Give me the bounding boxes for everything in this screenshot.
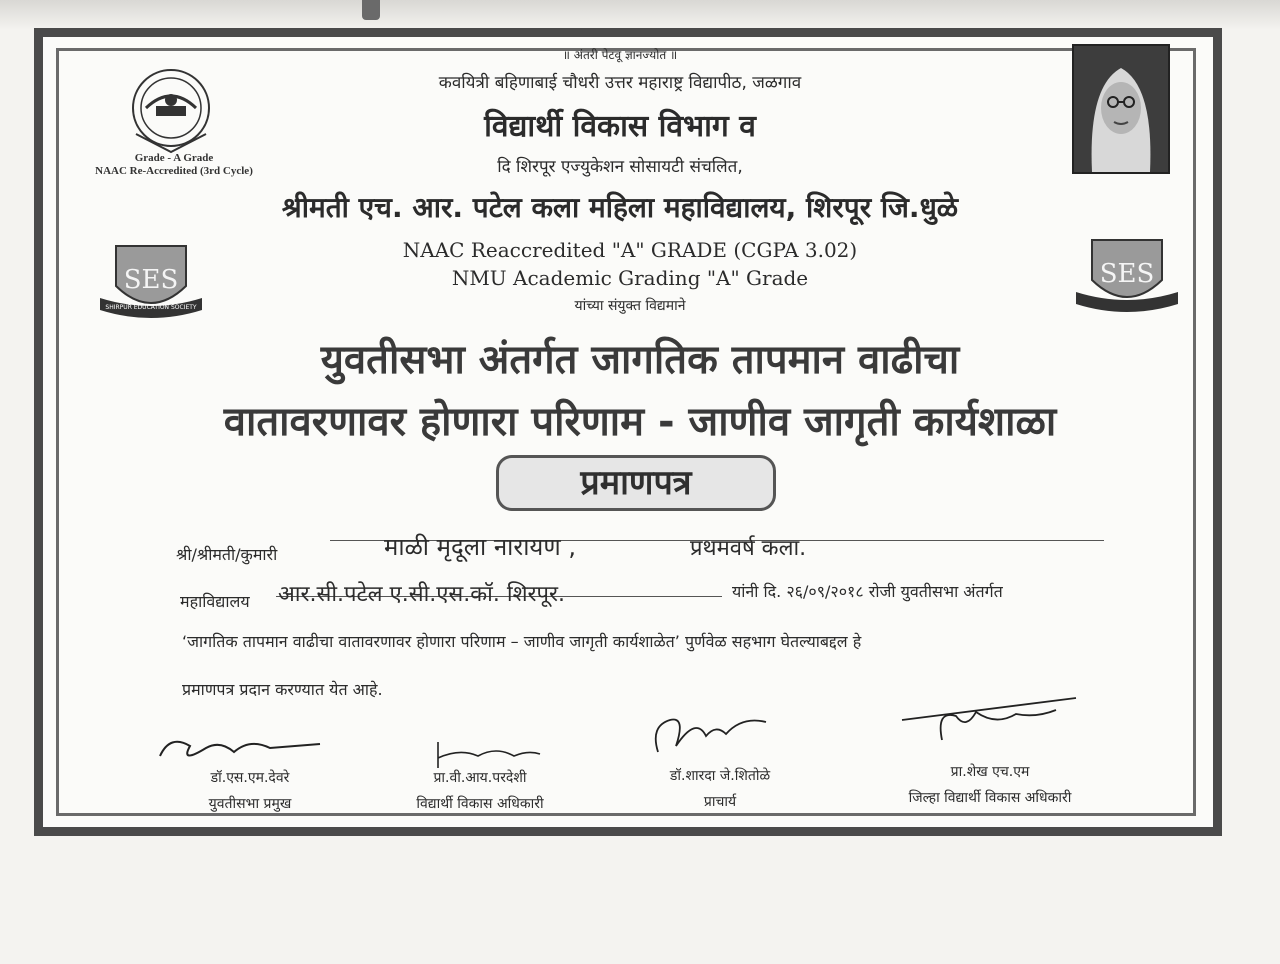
university-name: कवयित्री बहिणाबाई चौधरी उत्तर महाराष्ट्र विद्यापीठ, जळगाव <box>438 73 802 93</box>
nmu-grade: NMU Academic Grading "A" Grade <box>451 266 809 290</box>
ses-logo-left-icon <box>96 236 206 322</box>
signature-3-icon <box>646 706 776 766</box>
signature-4-icon <box>896 690 1096 754</box>
student-college: आर.सी.पटेल ए.सी.एस.कॉ. शिरपूर. <box>278 582 566 607</box>
signatory-4-role: जिल्हा विद्यार्थी विकास अधिकारी <box>908 790 1072 806</box>
naac-grade: NAAC Reaccredited "A" GRADE (CGPA 3.02) <box>402 238 858 262</box>
workshop-quote-text: ‘जागतिक तापमान वाढीचा वातावरणावर होणारा परिणाम – जाणीव जागृती कार्यशाळेत’ पुर्णवेळ सहभाग घेतल्याबद्दल हे <box>182 632 862 651</box>
photo-background-shadow <box>0 0 1280 30</box>
joint-organizers: यांच्या संयुक्त विद्यमाने <box>574 298 686 314</box>
signature-2-icon <box>430 738 550 772</box>
grade-line-1: Grade - A Grade <box>134 152 214 164</box>
portrait-icon <box>1074 46 1168 172</box>
event-title-line-2: वातावरणावर होणारा परिणाम - जाणीव जागृती कार्यशाळा <box>223 399 1057 445</box>
ses-logo-right-icon <box>1072 230 1182 316</box>
ses-left-subtext: SHIRPUR EDUCATION SOCIETY <box>105 304 197 311</box>
signatory-2-role: विद्यार्थी विकास अधिकारी <box>416 796 544 812</box>
university-logo-icon <box>116 64 226 160</box>
certificate-title: प्रमाणपत्र <box>496 455 776 511</box>
participation-date-text: यांनी दि. २६/०९/२०१८ रोजी युवतीसभा अंतर्गत <box>732 582 1003 601</box>
college-name: श्रीमती एच. आर. पटेल कला महिला महाविद्यालय, शिरपूर जि.धुळे <box>281 191 959 224</box>
signatory-1-role: युवतीसभा प्रमुख <box>208 796 292 812</box>
signatory-1-name: डॉ.एस.एम.देवरे <box>210 770 290 786</box>
college-label: महाविद्यालय <box>180 592 250 611</box>
closing-text: प्रमाणपत्र प्रदान करण्यात येत आहे. <box>182 680 383 699</box>
society-name: दि शिरपूर एज्युकेशन सोसायटी संचलित, <box>497 157 743 177</box>
student-name: माळी मृदूला नारायण , <box>384 533 576 561</box>
founder-portrait <box>1072 44 1170 174</box>
signature-1-icon <box>150 726 330 774</box>
department-name: विद्यार्थी विकास विभाग व <box>484 109 756 144</box>
university-grade-caption <box>84 152 264 178</box>
signatory-2-name: प्रा.वी.आय.परदेशी <box>433 770 527 786</box>
signatory-3-role: प्राचार्य <box>703 794 737 810</box>
salutation-label: श्री/श्रीमती/कुमारी <box>176 545 278 564</box>
ses-left-text: SES <box>123 265 179 295</box>
student-class: प्रथमवर्ष कला. <box>690 536 807 561</box>
event-title-line-1: युवतीसभा अंतर्गत जागतिक तापमान वाढीचा <box>320 337 960 383</box>
signatory-4-name: प्रा.शेख एच.एम <box>950 764 1030 780</box>
signatory-3-name: डॉ.शारदा जे.शितोळे <box>669 768 771 784</box>
ses-right-text: SES <box>1099 259 1155 289</box>
mounting-screw <box>362 0 380 20</box>
motto-text: ॥ अंतरी पेटवू ज्ञानज्योत ॥ <box>562 48 678 62</box>
grade-line-2: NAAC Re-Accredited (3rd Cycle) <box>95 165 253 177</box>
